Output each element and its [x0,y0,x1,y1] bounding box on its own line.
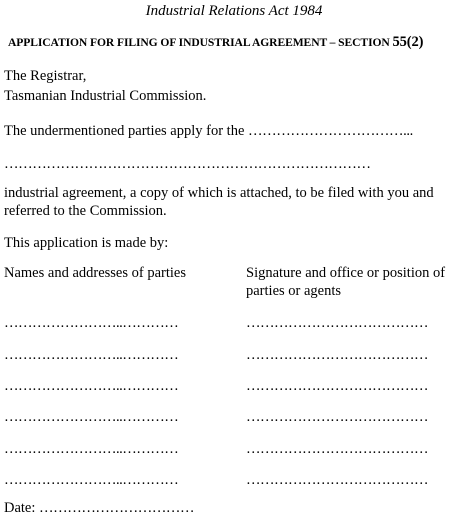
addressee-registrar: The Registrar, [4,68,87,84]
apply-line [4,123,413,140]
agreement-text-line1: industrial agreement, a copy of which is attached, to be filed with you and [4,185,434,201]
agreement-type-blank-continued[interactable]: …………………………………………………………………… [4,156,371,172]
party-name-field[interactable]: ……………………..………… [4,472,179,488]
date-label: Date: [4,500,40,516]
made-by-text: This application is made by: [4,235,169,251]
party-signature-field[interactable]: ………………………………… [246,409,428,425]
agreement-type-blank[interactable]: ……………………………... [248,123,413,139]
party-name-field[interactable]: ……………………..………… [4,378,179,394]
signature-header-line2: parties or agents [246,283,342,299]
party-signature-field[interactable]: ………………………………… [246,441,428,457]
date-field[interactable]: …………………………… [39,500,195,516]
party-signature-field[interactable]: ………………………………… [246,378,428,394]
form-title-main: APPLICATION FOR FILING OF INDUSTRIAL AGREEMENT – SECTION [8,36,393,49]
party-signature-field[interactable]: ………………………………… [246,472,428,488]
date-line [4,500,194,517]
party-name-field[interactable]: ……………………..………… [4,441,179,457]
act-title: Industrial Relations Act 1984 [145,3,323,19]
form-title-section: 55(2) [392,34,424,50]
party-name-field[interactable]: ……………………..………… [4,409,179,425]
party-name-field[interactable]: ……………………..………… [4,347,179,363]
names-addresses-header: Names and addresses of parties [4,265,186,281]
party-name-field[interactable]: ……………………..………… [4,315,179,331]
form-title [8,34,464,51]
party-signature-field[interactable]: ………………………………… [246,347,428,363]
party-signature-field[interactable]: ………………………………… [246,315,428,331]
agreement-text-line2: referred to the Commission. [4,203,167,219]
addressee-commission: Tasmanian Industrial Commission. [4,88,207,104]
signature-header-line1: Signature and office or position of [246,265,446,281]
apply-text: The undermentioned parties apply for the [4,123,249,139]
